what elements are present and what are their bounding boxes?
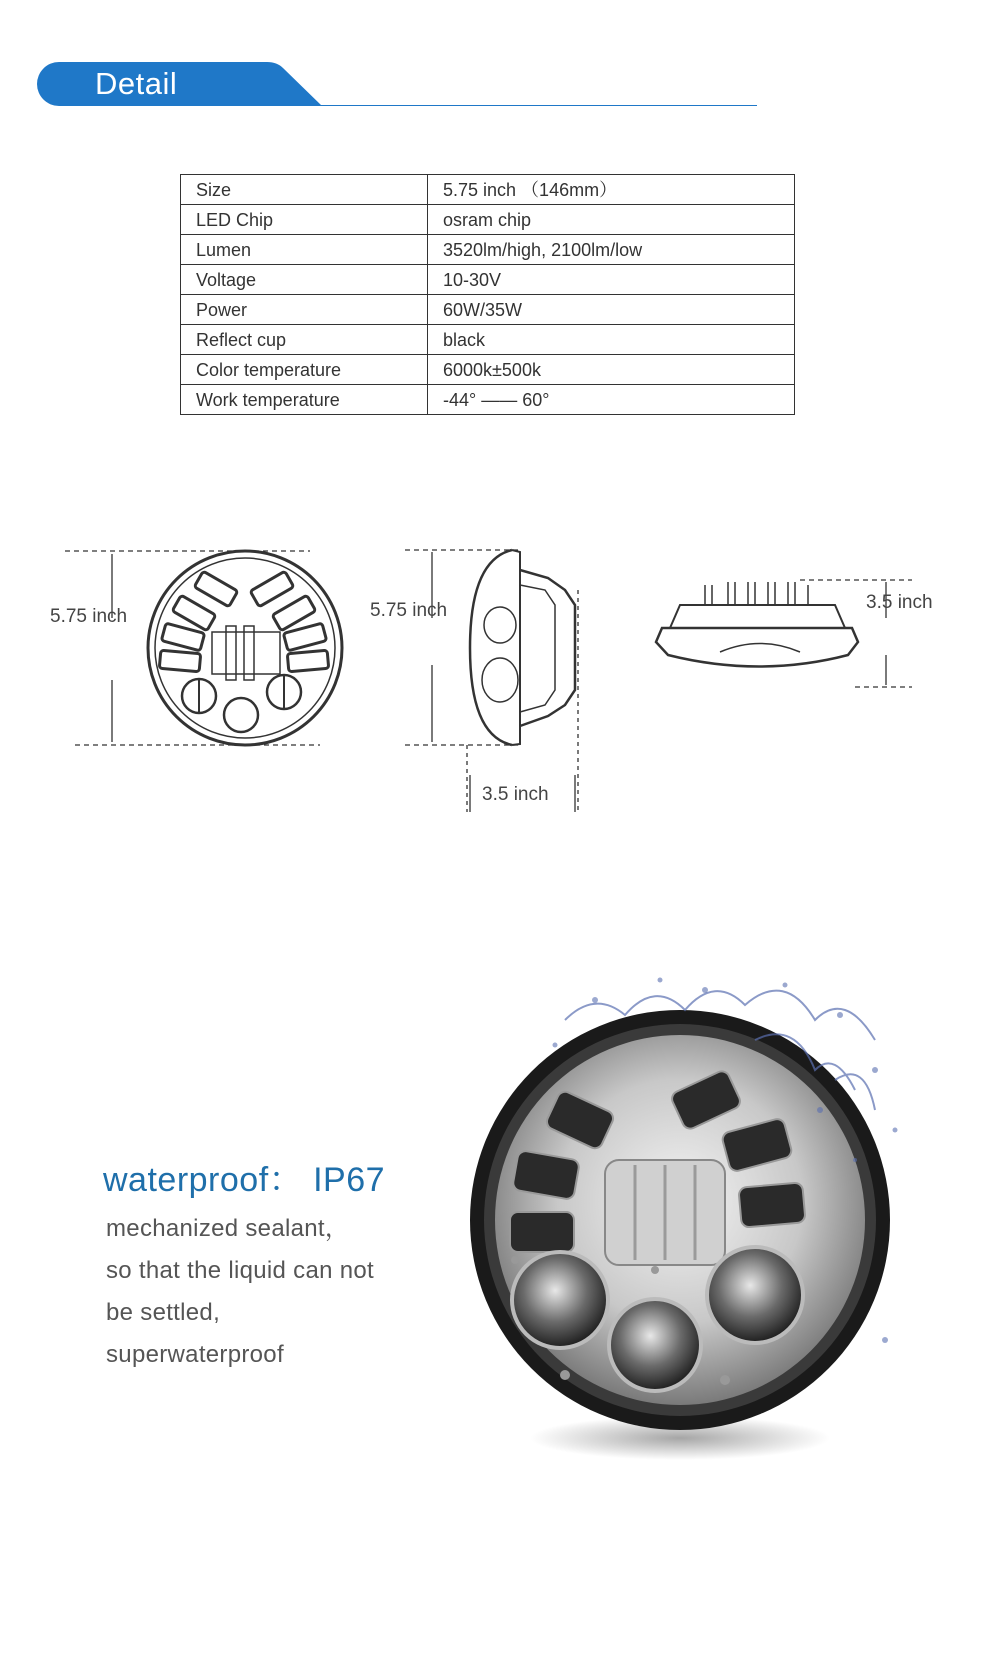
spec-value: 5.75 inch （146mm） [428, 175, 795, 205]
waterproof-line: superwaterproof [106, 1341, 284, 1368]
detail-header [37, 62, 757, 108]
spec-value: 3520lm/high, 2100lm/low [428, 235, 795, 265]
waterproof-line: be settled, [106, 1299, 221, 1326]
section-title: Detail [95, 66, 178, 101]
table-row [181, 355, 795, 385]
waterproof-title: waterproof： IP67 [103, 1161, 386, 1199]
spec-value: 60W/35W [428, 295, 795, 325]
table-row [181, 295, 795, 325]
waterproof-line: mechanized sealant， [106, 1215, 350, 1242]
side-depth-label: 3.5 inch [482, 784, 549, 805]
waterproof-description [106, 1208, 436, 1376]
table-row [181, 205, 795, 235]
table-row [181, 385, 795, 415]
spec-value: -44° —— 60° [428, 385, 795, 415]
table-row [181, 175, 795, 205]
detail-tab [37, 62, 337, 108]
spec-label: Work temperature [181, 385, 428, 415]
side-height-label: 5.75 inch [370, 600, 448, 621]
headlight-product-image [455, 960, 995, 1480]
table-row [181, 235, 795, 265]
top-depth-label: 3.5 inch [866, 592, 933, 613]
dimension-diagrams [0, 530, 1000, 830]
header-underline [277, 105, 757, 106]
spec-table [180, 174, 795, 415]
spec-label: Color temperature [181, 355, 428, 385]
spec-label: Reflect cup [181, 325, 428, 355]
table-row [181, 265, 795, 295]
spec-label: LED Chip [181, 205, 428, 235]
spec-value: 6000k±500k [428, 355, 795, 385]
waterproof-line: so that the liquid can not [106, 1257, 374, 1284]
table-row [181, 325, 795, 355]
spec-label: Size [181, 175, 428, 205]
front-height-label: 5.75 inch [50, 606, 128, 627]
spec-value: osram chip [428, 205, 795, 235]
spec-value: black [428, 325, 795, 355]
spec-label: Power [181, 295, 428, 325]
spec-label: Lumen [181, 235, 428, 265]
spec-label: Voltage [181, 265, 428, 295]
spec-value: 10-30V [428, 265, 795, 295]
